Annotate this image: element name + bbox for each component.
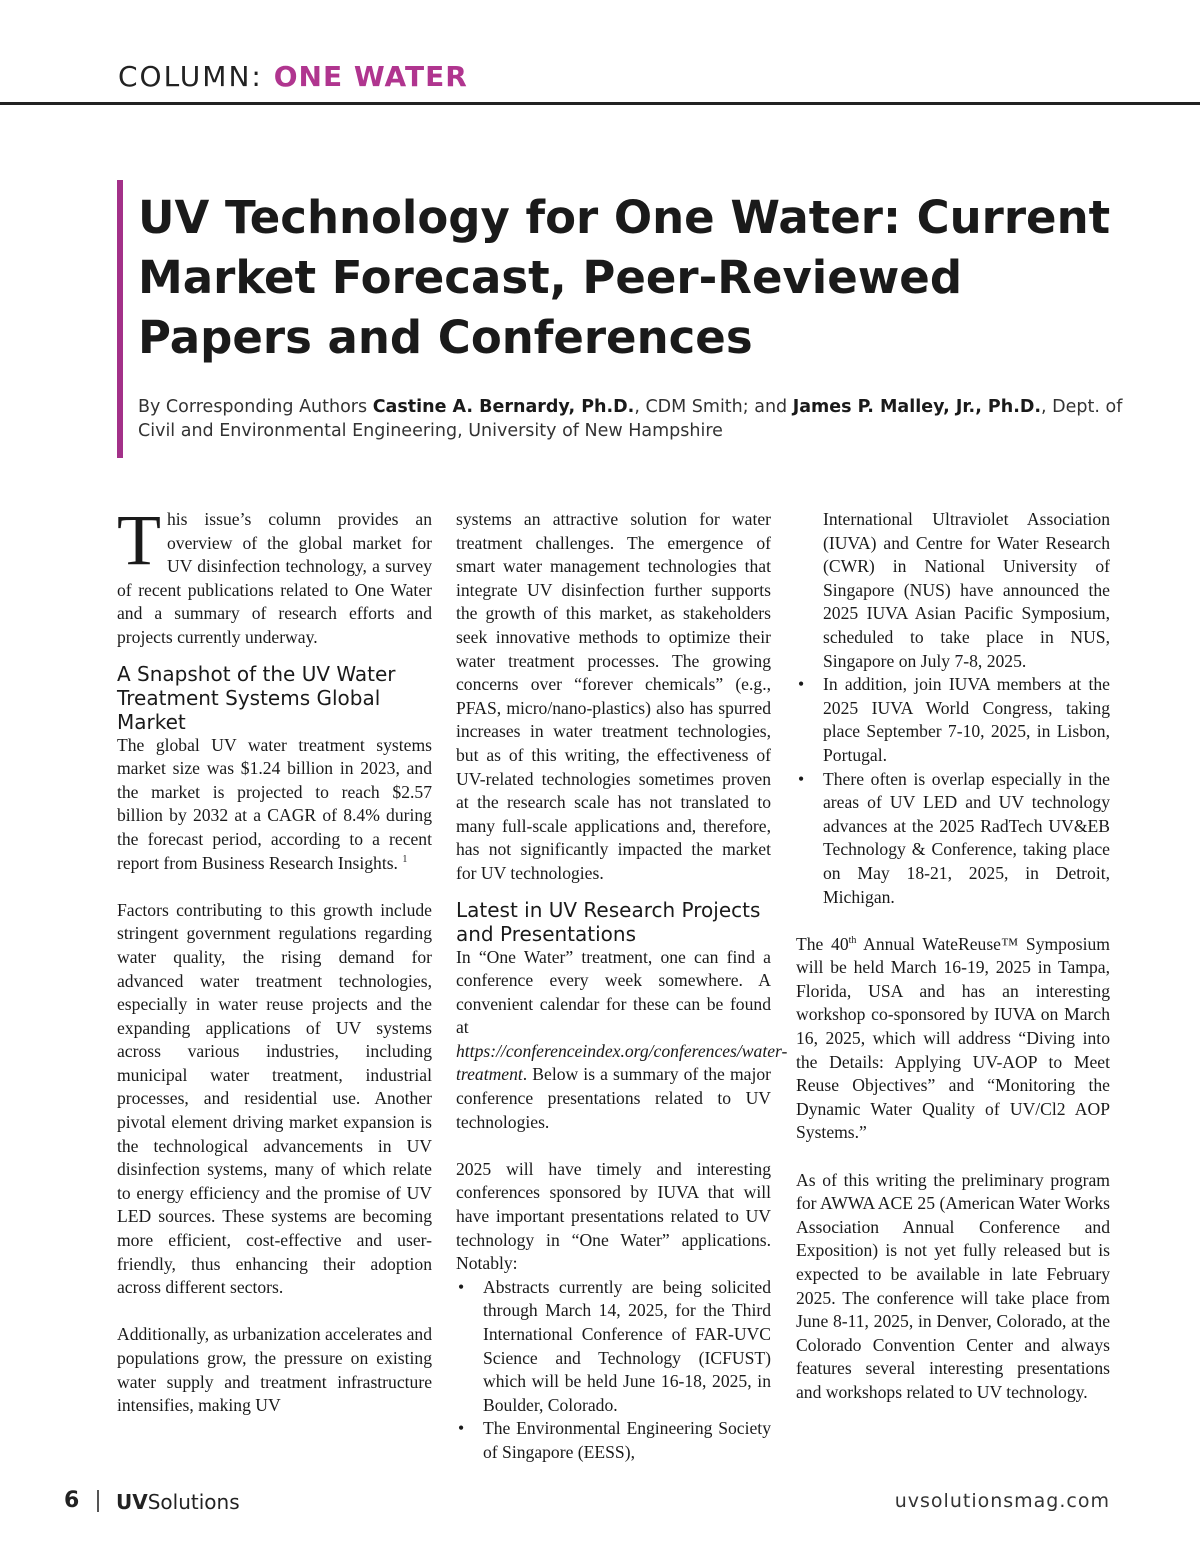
paragraph-iuva-2025: 2025 will have timely and interesting conferences sponsored by IUVA that will have important presentations related to UV technology in “One Water” applications. Notably:	[456, 1158, 771, 1274]
watereuse-text: Annual WateReuse™ Symposium will be held March 16-19, 2025 in Tampa, Florida, USA and has an interesting workshop co-sponsored by IUVA on March 16, 2025, which will address “Diving into the Details: Applying UV-AOP to Meet Reuse Objectives” and “Monitoring the Dynamic Water Quality of UV/Cl2 AOP Systems.”	[796, 933, 1110, 1143]
market-size-text: The global UV water treatment systems market size was $1.24 billion in 2023, and the market is projected to reach $2.57 billion by 2032 at a CAGR of 8.4% during the forecast period, according to a recent report from Business Research Insights.	[117, 734, 432, 873]
author-1: Castine A. Bernardy, Ph.D.	[372, 397, 635, 417]
bullet-glyph: •	[458, 1418, 465, 1439]
section-heading-research: Latest in UV Research Projects and Presentations	[456, 897, 761, 946]
author-2: James P. Malley, Jr., Ph.D.	[792, 397, 1042, 417]
ordinal-suffix: th	[848, 934, 857, 946]
list-item	[796, 508, 1110, 673]
column-section: ONE WATER	[273, 60, 468, 93]
brand-rest: Solutions	[147, 1490, 240, 1514]
list-item	[796, 768, 1110, 910]
list-item	[456, 1276, 771, 1418]
byline-lead: By Corresponding Authors	[138, 397, 368, 417]
byline	[138, 395, 1138, 443]
publication-url[interactable]: uvsolutionsmag.com	[894, 1490, 1110, 1512]
brand-bold: UV	[116, 1490, 148, 1514]
bullet-text: There often is overlap especially in the areas of UV LED and UV technology advances at the 2025 RadTech UV&EB Technology & Conference, taking place on May 18-21, 2025, in Detroit, Michigan.	[823, 768, 1110, 907]
article-title: UV Technology for One Water: Current Market Forecast, Peer-Reviewed Papers and Conferences	[138, 191, 1111, 364]
paragraph-awwa-ace: As of this writing the preliminary program for AWWA ACE 25 (American Water Works Association Annual Conference and Exposition) is not yet fully released but is expected to be available in late February 2025. The conference will take place from June 8-11, 2025, in Denver, Colorado, at the Colorado Convention Center and always features several interesting presentations and workshops related to UV technology.	[796, 1169, 1110, 1402]
watereuse-lead: The 40	[796, 933, 849, 954]
intro-text: his issue’s column provides an overview of the global market for UV disinfection technology, a survey of recent publications related to One Water and a summary of research efforts and projects currently underway.	[117, 509, 432, 647]
paragraph-smart-water: systems an attractive solution for water treatment challenges. The emergence of smart water management technologies that integrate UV disinfection further supports the growth of this market, as stakeholders seek innovative methods to optimize their water treatment processes. The growing concerns over “forever chemicals” (e.g., PFAS, micro/nano-plastics) also has spurred increases in water treatment technologies, but as of this writing, the effectiveness of UV-related technologies sometimes proven at the research scale has not translated to many full-scale applications and, therefore, has not significantly impacted the market for UV technologies.	[456, 509, 771, 883]
list-item	[796, 673, 1110, 767]
paragraph-watereuse	[796, 933, 1110, 1145]
column-3	[796, 508, 1110, 1405]
paragraph-conference-calendar	[456, 946, 788, 1135]
conference-index-link[interactable]: https://conferenceindex.org/conferences/water-treatment	[456, 1040, 788, 1085]
byline-mid: , CDM Smith; and	[634, 397, 788, 417]
bullet-text: The Environmental Engineering Society of Singapore (EESS),	[483, 1418, 771, 1462]
conference-list	[456, 1276, 771, 1465]
footnote-ref: 1	[402, 853, 408, 865]
publication-name	[116, 1490, 240, 1514]
title-accent-bar	[117, 180, 123, 458]
bullet-text: In addition, join IUVA members at the 2025 IUVA World Congress, taking place September 7-10, 2025, in Lisbon, Portugal.	[823, 674, 1110, 765]
drop-cap: T	[117, 500, 161, 580]
calendar-text: In “One Water” treatment, one can find a conference every week somewhere. A convenient calendar for these can be found at	[456, 946, 771, 1038]
intro-paragraph	[117, 500, 432, 650]
list-item	[456, 1417, 771, 1464]
bullet-glyph: •	[798, 674, 805, 695]
conference-list-continued	[796, 508, 1110, 909]
bullet-glyph: •	[458, 1276, 465, 1297]
paragraph-urbanization: Additionally, as urbanization accelerates and populations grow, the pressure on existing water supply and treatment infrastructure intensifies, making UV	[117, 1324, 432, 1416]
column-label: COLUMN:	[118, 60, 263, 93]
bullet-text: Abstracts currently are being solicited through March 14, 2025, for the Third International Conference of FAR-UVC Science and Technology (ICFUST) which will be held June 16-18, 2025, in Boulder, Colorado.	[483, 1276, 771, 1415]
footer-divider	[97, 1490, 99, 1512]
paragraph-market-size	[117, 734, 432, 876]
bullet-text: International Ultraviolet Association (IUVA) and Centre for Water Research (CWR) in National University of Singapore (NUS) have announced the 2025 IUVA Asian Pacific Symposium, scheduled to take place in NUS, Singapore on July 7-8, 2025.	[823, 509, 1110, 671]
column-2	[456, 508, 788, 1465]
column-header	[118, 60, 468, 93]
column-1	[117, 500, 432, 1418]
paragraph-growth-factors: Factors contributing to this growth include stringent government regulations regarding water quality, the rising demand for advanced water treatment technologies, especially in water reuse projects and the expanding applications of UV systems across various industries, including municipal water treatment, industrial processes, and residential use. Another pivotal element driving market expansion is the technological advancements in UV disinfection systems, many of which relate to energy efficiency and the promise of UV LED sources. These systems are becoming more efficient, cost-effective and user-friendly, thus enhancing their adoption across different sectors.	[117, 899, 432, 1298]
section-heading-market: A Snapshot of the UV Water Treatment Systems Global Market	[117, 661, 396, 734]
bullet-glyph: •	[798, 768, 805, 789]
page-number: 6	[64, 1488, 80, 1513]
header-rule	[0, 102, 1200, 105]
calendar-text-end: . Below is a summary of the major conference presentations related to UV technologies.	[456, 1064, 771, 1132]
byline-affiliation: , Dept. of Civil and Environmental Engineering, University of New Hampshire	[138, 397, 1123, 441]
